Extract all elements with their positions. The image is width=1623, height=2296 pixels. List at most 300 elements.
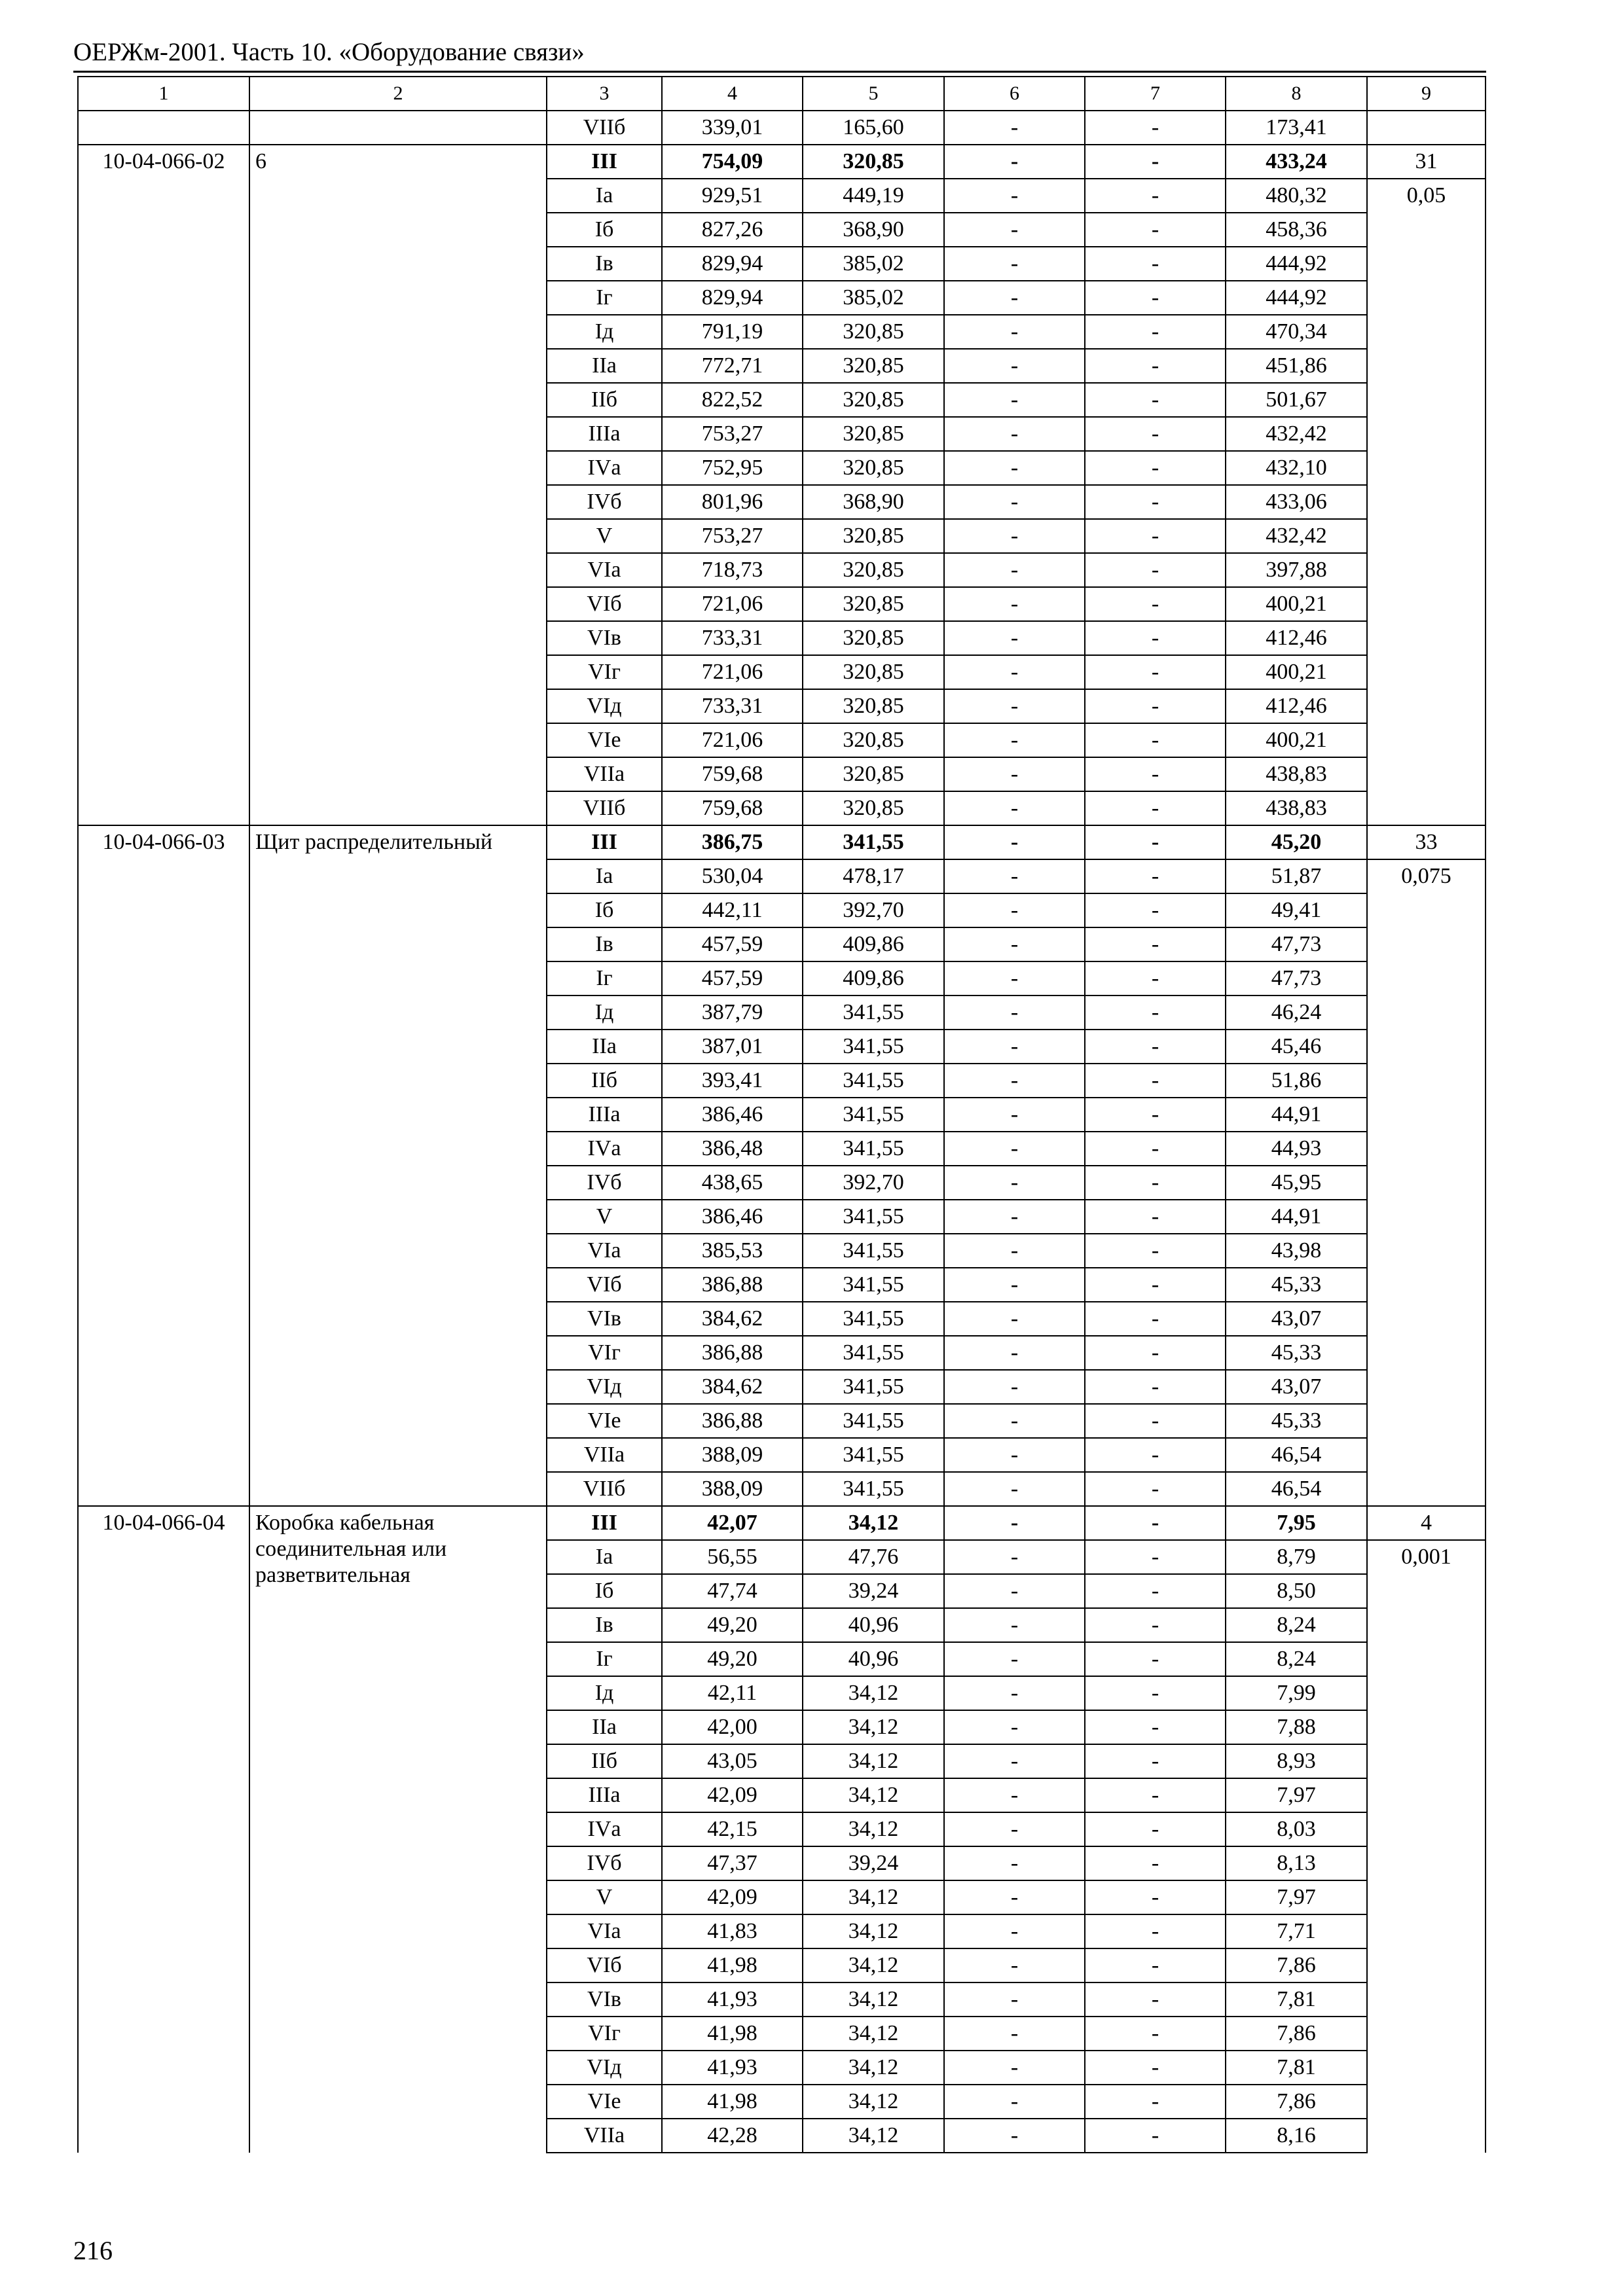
cell-col-5: 320,85 xyxy=(803,723,944,757)
cell-col-3: VIд xyxy=(547,1370,662,1404)
cell-col-7: - xyxy=(1085,621,1226,655)
cell-col-6: - xyxy=(944,1030,1085,1064)
cell-col-5: 320,85 xyxy=(803,417,944,451)
cell-col-5: 341,55 xyxy=(803,1438,944,1472)
cell-col-4: 41,98 xyxy=(662,2017,803,2051)
cell-col-5: 320,85 xyxy=(803,315,944,349)
cell-col-3: VIIа xyxy=(547,2119,662,2153)
cell-col-8: 7,97 xyxy=(1226,1880,1367,1914)
cell-col-4: 385,53 xyxy=(662,1234,803,1268)
cell-col-4: 759,68 xyxy=(662,791,803,825)
rate-name: Коробка кабельная соединительная или разветвительная xyxy=(249,1506,547,2153)
cell-col-6: - xyxy=(944,213,1085,247)
cell-col-3: Iв xyxy=(547,1608,662,1642)
cell-col-5: 341,55 xyxy=(803,1098,944,1132)
cell-col-4: 753,27 xyxy=(662,519,803,553)
cell-col-7: - xyxy=(1085,893,1226,927)
cell-col-3: Iв xyxy=(547,927,662,961)
cell-col-5: 320,85 xyxy=(803,621,944,655)
page-number: 216 xyxy=(73,2236,113,2265)
cell-col-7: - xyxy=(1085,1948,1226,1982)
cell-col-6: - xyxy=(944,587,1085,621)
cell-col-5: 341,55 xyxy=(803,996,944,1030)
cell-col-6: - xyxy=(944,1914,1085,1948)
column-number: 1 xyxy=(78,77,249,111)
cell-col-4: 829,94 xyxy=(662,281,803,315)
cell-col-4: 457,59 xyxy=(662,961,803,996)
cell-col-9 xyxy=(1367,111,1486,145)
cell-col-8: 173,41 xyxy=(1226,111,1367,145)
cell-col-7: - xyxy=(1085,1200,1226,1234)
cell-col-7: - xyxy=(1085,1812,1226,1846)
cell-col-7: - xyxy=(1085,2051,1226,2085)
cell-col-3: IVб xyxy=(547,1846,662,1880)
cell-col-8: 501,67 xyxy=(1226,383,1367,417)
cell-col-4: 41,98 xyxy=(662,1948,803,1982)
column-number: 5 xyxy=(803,77,944,111)
cell-col-5: 34,12 xyxy=(803,1676,944,1710)
cell-col-6: - xyxy=(944,1200,1085,1234)
cell-col-6: - xyxy=(944,383,1085,417)
cell-col-8: 43,98 xyxy=(1226,1234,1367,1268)
cell-col-8: 400,21 xyxy=(1226,723,1367,757)
cell-col-4: 388,09 xyxy=(662,1472,803,1506)
cell-col-4: 801,96 xyxy=(662,485,803,519)
cell-col-3: Iб xyxy=(547,213,662,247)
cell-col-5: 34,12 xyxy=(803,2017,944,2051)
cell-col-6: - xyxy=(944,1676,1085,1710)
cell-col-8: 44,93 xyxy=(1226,1132,1367,1166)
cell-col-6: - xyxy=(944,553,1085,587)
cell-col-6: - xyxy=(944,1540,1085,1574)
cell-col-3: VIв xyxy=(547,621,662,655)
cell-col-3: VIв xyxy=(547,1982,662,2017)
cell-col-6: - xyxy=(944,417,1085,451)
cell-col-4: 43,05 xyxy=(662,1744,803,1778)
cell-col-6: - xyxy=(944,349,1085,383)
cell-col-3: VIа xyxy=(547,1234,662,1268)
cell-col-8: 7,86 xyxy=(1226,2017,1367,2051)
cell-col-7: - xyxy=(1085,961,1226,996)
table-row xyxy=(78,1506,1486,1540)
cell-col-5: 320,85 xyxy=(803,655,944,689)
cell-col-4: 386,88 xyxy=(662,1268,803,1302)
cell-col-6: - xyxy=(944,757,1085,791)
cell-col-3: IVа xyxy=(547,1132,662,1166)
cell-col-5: 34,12 xyxy=(803,1744,944,1778)
cell-col-5: 341,55 xyxy=(803,1404,944,1438)
cell-col-7: - xyxy=(1085,553,1226,587)
cell-col-8: 8,03 xyxy=(1226,1812,1367,1846)
cell-col-5: 34,12 xyxy=(803,1506,944,1540)
cell-col-4: 47,74 xyxy=(662,1574,803,1608)
cell-col-3: Iд xyxy=(547,996,662,1030)
cell-col-4: 42,15 xyxy=(662,1812,803,1846)
cell-col-3: IVа xyxy=(547,451,662,485)
rate-code xyxy=(78,111,249,145)
cell-col-5: 320,85 xyxy=(803,349,944,383)
cell-col-5: 320,85 xyxy=(803,383,944,417)
cell-col-3: Iв xyxy=(547,247,662,281)
cell-col-8: 451,86 xyxy=(1226,349,1367,383)
cell-col-6: - xyxy=(944,145,1085,179)
cell-col-8: 7,81 xyxy=(1226,2051,1367,2085)
cell-col-7: - xyxy=(1085,485,1226,519)
cell-col-7: - xyxy=(1085,2085,1226,2119)
cell-col-7: - xyxy=(1085,1676,1226,1710)
cell-col-6: - xyxy=(944,1336,1085,1370)
cell-col-4: 752,95 xyxy=(662,451,803,485)
rate-code: 10-04-066-03 xyxy=(78,825,249,1506)
cell-col-7: - xyxy=(1085,1914,1226,1948)
cell-col-3: VIIа xyxy=(547,757,662,791)
cell-col-6: - xyxy=(944,111,1085,145)
cell-col-4: 733,31 xyxy=(662,689,803,723)
cell-col-8: 47,73 xyxy=(1226,961,1367,996)
cell-col-4: 386,48 xyxy=(662,1132,803,1166)
cell-col-6: - xyxy=(944,1608,1085,1642)
cell-col-3: VIIа xyxy=(547,1438,662,1472)
cell-col-5: 341,55 xyxy=(803,1030,944,1064)
cell-col-9: 4 xyxy=(1367,1506,1486,1540)
cell-col-6: - xyxy=(944,2085,1085,2119)
cell-col-5: 40,96 xyxy=(803,1642,944,1676)
cell-col-4: 772,71 xyxy=(662,349,803,383)
rate-name xyxy=(249,111,547,145)
cell-col-6: - xyxy=(944,1880,1085,1914)
cell-col-3: IVа xyxy=(547,1812,662,1846)
cell-col-8: 47,73 xyxy=(1226,927,1367,961)
cell-col-5: 34,12 xyxy=(803,1710,944,1744)
cell-col-8: 51,87 xyxy=(1226,859,1367,893)
cell-col-8: 432,42 xyxy=(1226,519,1367,553)
cell-col-5: 409,86 xyxy=(803,927,944,961)
cell-col-4: 386,46 xyxy=(662,1098,803,1132)
cell-col-3: III xyxy=(547,1506,662,1540)
cell-col-7: - xyxy=(1085,1608,1226,1642)
cell-col-6: - xyxy=(944,927,1085,961)
cell-col-5: 34,12 xyxy=(803,2085,944,2119)
cell-col-7: - xyxy=(1085,689,1226,723)
cell-col-3: Iб xyxy=(547,893,662,927)
cell-col-4: 822,52 xyxy=(662,383,803,417)
cell-col-8: 45,33 xyxy=(1226,1268,1367,1302)
cell-col-7: - xyxy=(1085,417,1226,451)
cell-col-3: IIа xyxy=(547,349,662,383)
cell-col-6: - xyxy=(944,1982,1085,2017)
cell-col-6: - xyxy=(944,689,1085,723)
cell-col-8: 8,13 xyxy=(1226,1846,1367,1880)
cell-col-6: - xyxy=(944,825,1085,859)
cell-col-6: - xyxy=(944,1710,1085,1744)
cell-col-7: - xyxy=(1085,1404,1226,1438)
cell-col-7: - xyxy=(1085,111,1226,145)
cell-col-6: - xyxy=(944,723,1085,757)
cell-col-3: VIг xyxy=(547,2017,662,2051)
cell-col-8: 444,92 xyxy=(1226,247,1367,281)
cell-col-5: 385,02 xyxy=(803,247,944,281)
column-number-row xyxy=(78,77,1486,111)
cell-col-3: IIIа xyxy=(547,1778,662,1812)
rate-name: 6 xyxy=(249,145,547,825)
cell-col-8: 45,33 xyxy=(1226,1404,1367,1438)
cell-col-3: VIг xyxy=(547,655,662,689)
cell-col-5: 34,12 xyxy=(803,2051,944,2085)
cell-col-7: - xyxy=(1085,825,1226,859)
cell-col-3: Iд xyxy=(547,315,662,349)
cell-col-5: 320,85 xyxy=(803,451,944,485)
cell-col-5: 385,02 xyxy=(803,281,944,315)
cell-col-6: - xyxy=(944,2017,1085,2051)
cell-col-4: 49,20 xyxy=(662,1608,803,1642)
cell-col-4: 56,55 xyxy=(662,1540,803,1574)
cell-col-5: 320,85 xyxy=(803,145,944,179)
cell-col-4: 721,06 xyxy=(662,655,803,689)
cell-col-5: 409,86 xyxy=(803,961,944,996)
cell-col-6: - xyxy=(944,1438,1085,1472)
cell-col-6: - xyxy=(944,655,1085,689)
cell-col-4: 929,51 xyxy=(662,179,803,213)
cell-col-3: IIб xyxy=(547,383,662,417)
cell-col-7: - xyxy=(1085,791,1226,825)
cell-col-5: 40,96 xyxy=(803,1608,944,1642)
cell-col-8: 49,41 xyxy=(1226,893,1367,927)
column-number: 6 xyxy=(944,77,1085,111)
cell-col-7: - xyxy=(1085,1982,1226,2017)
cell-col-8: 432,10 xyxy=(1226,451,1367,485)
cell-col-4: 387,01 xyxy=(662,1030,803,1064)
cell-col-4: 457,59 xyxy=(662,927,803,961)
cell-col-5: 320,85 xyxy=(803,791,944,825)
cell-col-7: - xyxy=(1085,1880,1226,1914)
cell-col-5: 341,55 xyxy=(803,1336,944,1370)
cell-col-7: - xyxy=(1085,383,1226,417)
cell-col-8: 46,24 xyxy=(1226,996,1367,1030)
cell-col-7: - xyxy=(1085,723,1226,757)
cell-col-5: 341,55 xyxy=(803,1302,944,1336)
cell-col-8: 7,95 xyxy=(1226,1506,1367,1540)
cell-col-5: 341,55 xyxy=(803,1234,944,1268)
cell-col-3: VIа xyxy=(547,1914,662,1948)
cell-col-8: 7,71 xyxy=(1226,1914,1367,1948)
cell-col-4: 49,20 xyxy=(662,1642,803,1676)
cell-col-8: 7,99 xyxy=(1226,1676,1367,1710)
cell-col-8: 438,83 xyxy=(1226,791,1367,825)
cell-col-4: 530,04 xyxy=(662,859,803,893)
cell-col-4: 42,09 xyxy=(662,1880,803,1914)
cell-col-6: - xyxy=(944,1234,1085,1268)
cell-col-7: - xyxy=(1085,1710,1226,1744)
cell-col-4: 759,68 xyxy=(662,757,803,791)
cell-col-3: V xyxy=(547,1200,662,1234)
cell-col-5: 34,12 xyxy=(803,1778,944,1812)
cell-col-5: 368,90 xyxy=(803,213,944,247)
cell-col-3: VIб xyxy=(547,587,662,621)
cell-col-6: - xyxy=(944,315,1085,349)
cell-col-8: 44,91 xyxy=(1226,1200,1367,1234)
cell-col-8: 8,24 xyxy=(1226,1642,1367,1676)
cell-col-6: - xyxy=(944,519,1085,553)
cell-col-7: - xyxy=(1085,1234,1226,1268)
cell-col-6: - xyxy=(944,621,1085,655)
cell-col-5: 165,60 xyxy=(803,111,944,145)
cell-col-7: - xyxy=(1085,1336,1226,1370)
column-number: 9 xyxy=(1367,77,1486,111)
table-row xyxy=(78,825,1486,859)
cell-col-7: - xyxy=(1085,1574,1226,1608)
cell-col-6: - xyxy=(944,247,1085,281)
cell-col-6: - xyxy=(944,1574,1085,1608)
cell-col-4: 47,37 xyxy=(662,1846,803,1880)
cell-col-4: 42,00 xyxy=(662,1710,803,1744)
cell-col-3: VIб xyxy=(547,1268,662,1302)
cell-col-5: 341,55 xyxy=(803,1268,944,1302)
cell-col-8: 8,50 xyxy=(1226,1574,1367,1608)
cell-col-6: - xyxy=(944,1098,1085,1132)
cell-col-5: 320,85 xyxy=(803,553,944,587)
cell-col-4: 387,79 xyxy=(662,996,803,1030)
rate-code: 10-04-066-02 xyxy=(78,145,249,825)
cell-col-8: 400,21 xyxy=(1226,655,1367,689)
cell-col-5: 368,90 xyxy=(803,485,944,519)
cell-col-5: 34,12 xyxy=(803,1812,944,1846)
cell-col-7: - xyxy=(1085,1064,1226,1098)
cell-col-7: - xyxy=(1085,859,1226,893)
table-row xyxy=(78,111,1486,145)
cell-col-4: 339,01 xyxy=(662,111,803,145)
cell-col-7: - xyxy=(1085,1744,1226,1778)
cell-col-4: 42,28 xyxy=(662,2119,803,2153)
cell-col-3: III xyxy=(547,145,662,179)
cell-col-3: VIв xyxy=(547,1302,662,1336)
cell-col-3: Iа xyxy=(547,179,662,213)
cell-col-7: - xyxy=(1085,1472,1226,1506)
cell-col-3: Iа xyxy=(547,859,662,893)
cell-col-8: 400,21 xyxy=(1226,587,1367,621)
cell-col-8: 432,42 xyxy=(1226,417,1367,451)
cell-col-7: - xyxy=(1085,1166,1226,1200)
cell-col-8: 51,86 xyxy=(1226,1064,1367,1098)
cell-col-4: 41,93 xyxy=(662,2051,803,2085)
cell-col-7: - xyxy=(1085,1506,1226,1540)
cell-col-3: VIе xyxy=(547,723,662,757)
cell-col-8: 433,24 xyxy=(1226,145,1367,179)
table-row xyxy=(78,145,1486,179)
cell-col-8: 412,46 xyxy=(1226,621,1367,655)
cell-col-3: IIа xyxy=(547,1710,662,1744)
cell-col-8: 458,36 xyxy=(1226,213,1367,247)
cell-col-4: 386,88 xyxy=(662,1404,803,1438)
cell-col-3: Iг xyxy=(547,961,662,996)
cell-col-4: 386,75 xyxy=(662,825,803,859)
cell-col-6: - xyxy=(944,1472,1085,1506)
cell-col-7: - xyxy=(1085,1132,1226,1166)
cell-col-4: 721,06 xyxy=(662,723,803,757)
cell-col-6: - xyxy=(944,791,1085,825)
cell-col-3: Iг xyxy=(547,281,662,315)
cell-col-5: 320,85 xyxy=(803,587,944,621)
rate-name: Щит распределительный xyxy=(249,825,547,1506)
cell-col-5: 341,55 xyxy=(803,1200,944,1234)
cell-col-4: 754,09 xyxy=(662,145,803,179)
cell-col-8: 45,20 xyxy=(1226,825,1367,859)
column-number: 4 xyxy=(662,77,803,111)
cell-col-8: 8,79 xyxy=(1226,1540,1367,1574)
column-number: 7 xyxy=(1085,77,1226,111)
cell-col-6: - xyxy=(944,893,1085,927)
cell-col-5: 320,85 xyxy=(803,757,944,791)
cell-col-6: - xyxy=(944,1778,1085,1812)
cell-col-7: - xyxy=(1085,1540,1226,1574)
cell-col-6: - xyxy=(944,1166,1085,1200)
cell-col-7: - xyxy=(1085,1846,1226,1880)
cell-col-8: 470,34 xyxy=(1226,315,1367,349)
cell-col-3: VIе xyxy=(547,1404,662,1438)
cell-col-5: 478,17 xyxy=(803,859,944,893)
cell-col-4: 721,06 xyxy=(662,587,803,621)
cell-col-5: 34,12 xyxy=(803,1948,944,1982)
cell-col-7: - xyxy=(1085,1370,1226,1404)
cell-col-4: 386,46 xyxy=(662,1200,803,1234)
cell-col-3: Iб xyxy=(547,1574,662,1608)
rate-code: 10-04-066-04 xyxy=(78,1506,249,2153)
cell-col-7: - xyxy=(1085,145,1226,179)
cell-col-8: 444,92 xyxy=(1226,281,1367,315)
cell-col-7: - xyxy=(1085,1302,1226,1336)
column-number: 3 xyxy=(547,77,662,111)
cell-col-5: 449,19 xyxy=(803,179,944,213)
rates-table xyxy=(77,76,1486,2153)
cell-col-8: 46,54 xyxy=(1226,1472,1367,1506)
cell-col-4: 388,09 xyxy=(662,1438,803,1472)
cell-col-9: 31 xyxy=(1367,145,1486,179)
cell-col-7: - xyxy=(1085,655,1226,689)
cell-col-8: 8,24 xyxy=(1226,1608,1367,1642)
cell-col-4: 438,65 xyxy=(662,1166,803,1200)
cell-col-6: - xyxy=(944,1268,1085,1302)
cell-col-6: - xyxy=(944,281,1085,315)
cell-col-7: - xyxy=(1085,1030,1226,1064)
cell-col-8: 480,32 xyxy=(1226,179,1367,213)
cell-col-5: 47,76 xyxy=(803,1540,944,1574)
cell-col-8: 7,86 xyxy=(1226,1948,1367,1982)
cell-col-6: - xyxy=(944,1506,1085,1540)
cell-col-5: 34,12 xyxy=(803,1914,944,1948)
cell-col-7: - xyxy=(1085,587,1226,621)
cell-col-6: - xyxy=(944,451,1085,485)
cell-col-7: - xyxy=(1085,2017,1226,2051)
cell-col-3: V xyxy=(547,519,662,553)
cell-col-4: 386,88 xyxy=(662,1336,803,1370)
cell-col-4: 827,26 xyxy=(662,213,803,247)
cell-col-3: IIIа xyxy=(547,417,662,451)
cell-col-9: 0,05 xyxy=(1367,179,1486,825)
cell-col-6: - xyxy=(944,1064,1085,1098)
cell-col-7: - xyxy=(1085,213,1226,247)
cell-col-8: 46,54 xyxy=(1226,1438,1367,1472)
cell-col-6: - xyxy=(944,996,1085,1030)
cell-col-7: - xyxy=(1085,1778,1226,1812)
column-number: 2 xyxy=(249,77,547,111)
cell-col-4: 41,98 xyxy=(662,2085,803,2119)
cell-col-3: VIд xyxy=(547,689,662,723)
cell-col-8: 7,81 xyxy=(1226,1982,1367,2017)
cell-col-4: 442,11 xyxy=(662,893,803,927)
cell-col-5: 34,12 xyxy=(803,1982,944,2017)
cell-col-9: 33 xyxy=(1367,825,1486,859)
cell-col-5: 39,24 xyxy=(803,1574,944,1608)
cell-col-6: - xyxy=(944,1846,1085,1880)
